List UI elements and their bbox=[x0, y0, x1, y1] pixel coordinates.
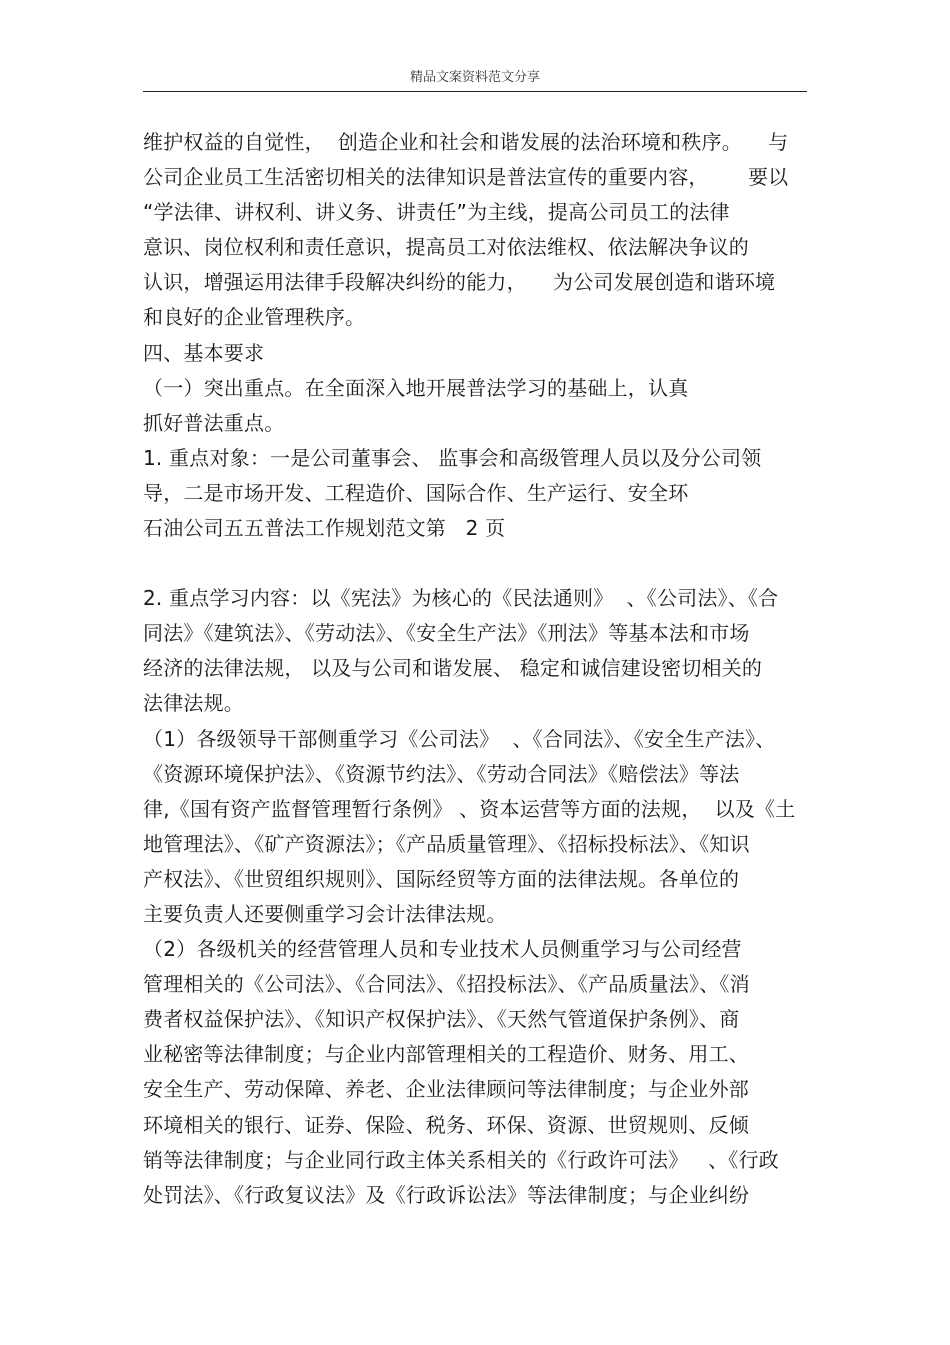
document-body bbox=[143, 125, 823, 1213]
text-line: “学法律、讲权利、讲义务、讲责任”为主线，提高公司员工的法律 bbox=[143, 200, 730, 225]
text-line: （一）突出重点。在全面深入地开展普法学习的基础上，认真 bbox=[143, 375, 689, 400]
text-line: 1. 重点对象：一是公司董事会、 监事会和高级管理人员以及分公司领 bbox=[143, 445, 762, 470]
text-line: 2. 重点学习内容：以《宪法》为核心的《民法通则》 、《公司法》、《合 bbox=[143, 586, 779, 611]
text-line: 公司企业员工生活密切相关的法律知识是普法宣传的重要内容， 要以 bbox=[143, 165, 789, 190]
section-heading: 四、基本要求 bbox=[143, 340, 265, 365]
header-divider bbox=[143, 91, 807, 92]
page-footer-label: 石油公司五五普法工作规划范文第 2 页 bbox=[143, 516, 506, 541]
text-line: 主要负责人还要侧重学习会计法律法规。 bbox=[143, 901, 507, 926]
text-line: 处罚法》、《行政复议法》及《行政诉讼法》等法律制度；与企业纠纷 bbox=[143, 1182, 750, 1207]
text-line: 意识、岗位权利和责任意识，提高员工对依法维权、依法解决争议的 bbox=[143, 235, 749, 260]
page-break-gap bbox=[143, 546, 823, 581]
text-line: 管理相关的《公司法》、《合同法》、《招投标法》、《产品质量法》、《消 bbox=[143, 972, 750, 997]
text-line: 同法》《建筑法》、《劳动法》、《安全生产法》《刑法》等基本法和市场 bbox=[143, 621, 750, 646]
text-line: （1）各级领导干部侧重学习《公司法》 、《合同法》、《安全生产法》、 bbox=[143, 726, 776, 751]
text-line: 和良好的企业管理秩序。 bbox=[143, 305, 366, 330]
text-line: 导，二是市场开发、工程造价、国际合作、生产运行、安全环 bbox=[143, 480, 689, 505]
text-line: 地管理法》、《矿产资源法》；《产品质量管理》、《招标投标法》、《知识 bbox=[143, 831, 750, 856]
text-line: 维护权益的自觉性， 创造企业和社会和谐发展的法治环境和秩序。 与 bbox=[143, 130, 789, 154]
text-line: 抓好普法重点。 bbox=[143, 410, 285, 435]
text-line: 经济的法律法规， 以及与公司和谐发展、 稳定和诚信建设密切相关的 bbox=[143, 656, 763, 681]
text-line: 安全生产、劳动保障、养老、企业法律顾问等法律制度；与企业外部 bbox=[143, 1077, 749, 1102]
text-line: 环境相关的银行、证券、保险、税务、环保、资源、世贸规则、反倾 bbox=[143, 1112, 749, 1137]
text-line: 律,《国有资产监督管理暂行条例》 、资本运营等方面的法规， 以及《土 bbox=[143, 796, 796, 821]
text-line: 《资源环境保护法》、《资源节约法》、《劳动合同法》《赔偿法》等法 bbox=[143, 761, 740, 786]
text-line: 认识，增强运用法律手段解决纠纷的能力， 为公司发展创造和谐环境 bbox=[143, 270, 776, 295]
page-header-title: 精品文案资料范文分享 bbox=[409, 70, 540, 85]
text-line: （2）各级机关的经营管理人员和专业技术人员侧重学习与公司经营 bbox=[143, 937, 742, 962]
text-line: 销等法律制度；与企业同行政主体关系相关的《行政许可法》 、《行政 bbox=[143, 1147, 779, 1172]
text-line: 费者权益保护法》、《知识产权保护法》、《天然气管道保护条例》、商 bbox=[143, 1007, 740, 1032]
text-line: 产权法》、《世贸组织规则》、国际经贸等方面的法律法规。各单位的 bbox=[143, 866, 740, 891]
text-line: 业秘密等法律制度；与企业内部管理相关的工程造价、财务、用工、 bbox=[143, 1042, 749, 1067]
text-line: 法律法规。 bbox=[143, 691, 244, 716]
